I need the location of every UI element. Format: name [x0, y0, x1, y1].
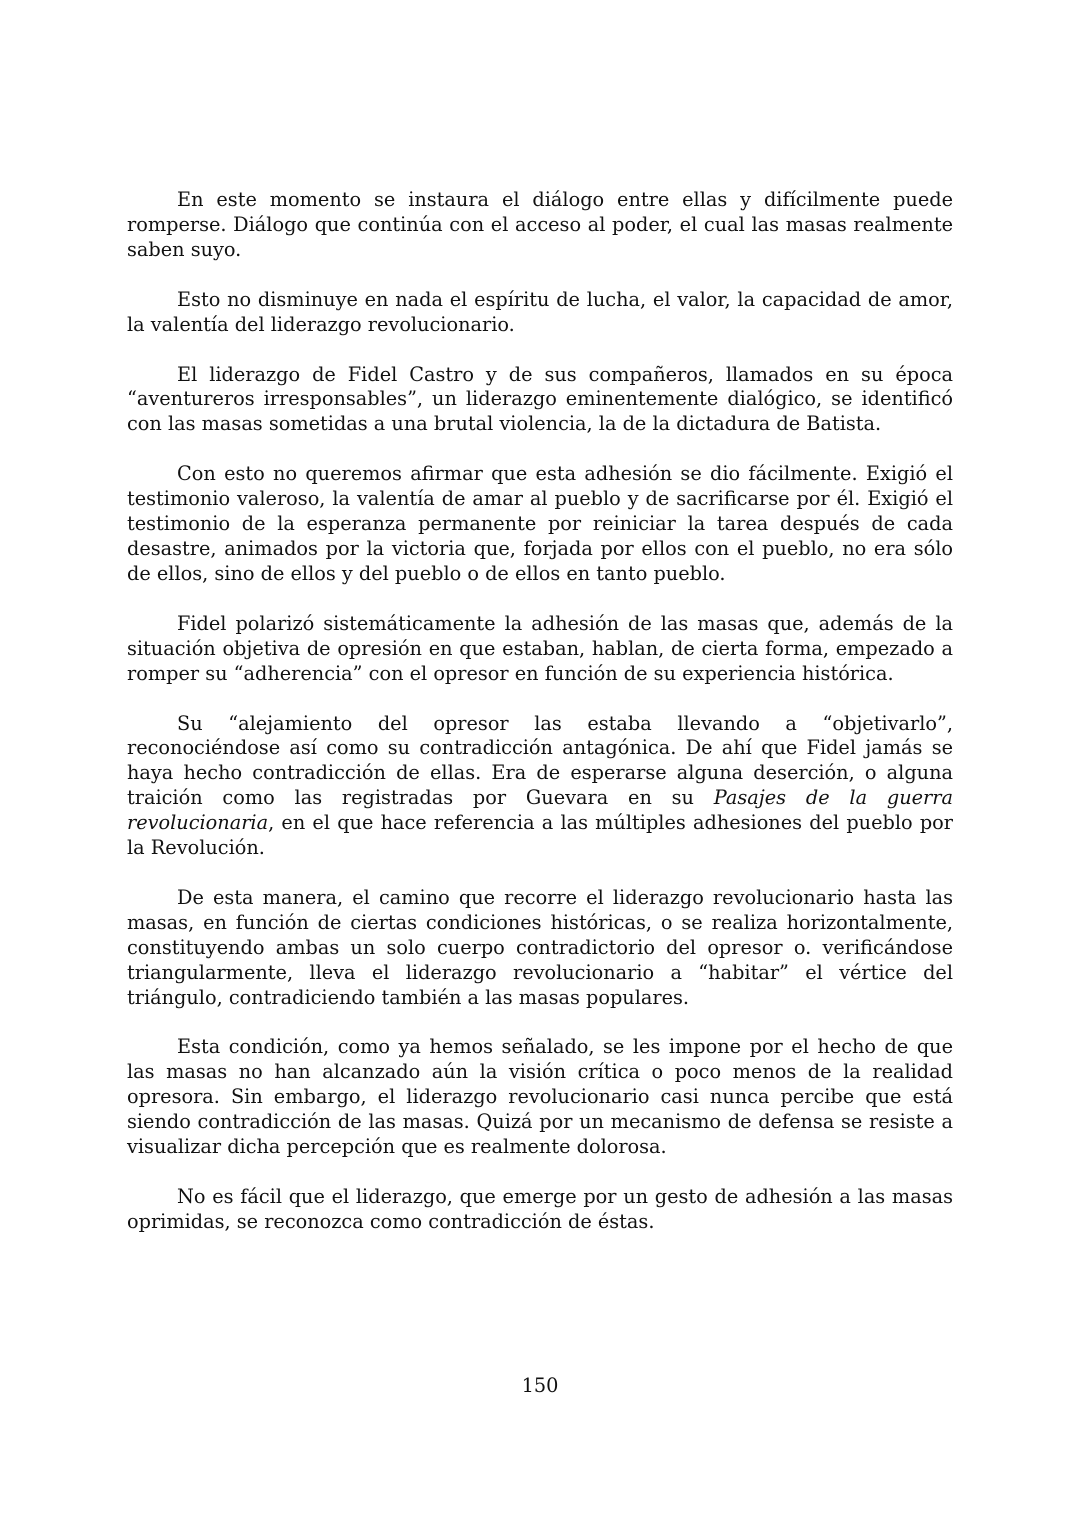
- paragraph-6-text-start: Su “alejamiento del opresor las estaba llevando a “objetivarlo”, reconociéndose así como su contradicción antagónica. De ahí que Fidel jamás se haya hecho contradicción de ellas. Era de esperarse alguna deserción, o alguna traición como las registradas por Guevara en su: [127, 711, 953, 810]
- paragraph-3: El liderazgo de Fidel Castro y de sus compañeros, llamados en su época “aventureros irresponsables”, un liderazgo eminentemente dialógico, se identificó con las masas sometidas a una brutal violencia, la de la dictadura de Batista.: [127, 362, 953, 436]
- paragraph-5: Fidel polarizó sistemáticamente la adhesión de las masas que, además de la situación objetiva de opresión en que estaban, hablan, de cierta forma, empezado a romper su “adherencia” con el opresor en función de su experiencia histórica.: [127, 611, 953, 685]
- paragraph-6: [127, 712, 953, 861]
- page-number: 150: [521, 1374, 559, 1397]
- paragraph-7: De esta manera, el camino que recorre el liderazgo revolucionario hasta las masas, en función de ciertas condiciones históricas, o se realiza horizontalmente, constituyendo ambas un solo cuerpo contradictorio del opresor o. verificándose triangularmente, lleva el liderazgo revolucionario a “habitar” el vértice del triángulo, contradiciendo también a las masas populares.: [127, 885, 953, 1009]
- paragraph-4: Con esto no queremos afirmar que esta adhesión se dio fácilmente. Exigió el testimonio valeroso, la valentía de amar al pueblo y de sacrificarse por él. Exigió el testimonio de la esperanza permanente por reiniciar la tarea después de cada desastre, animados por la victoria que, forjada por ellos con el pueblo, no era sólo de ellos, sino de ellos y del pueblo o de ellos en tanto pueblo.: [127, 462, 953, 585]
- paragraph-1: En este momento se instaura el diálogo entre ellas y difícilmente puede romperse. Diálogo que continúa con el acceso al poder, el cual las masas realmente saben suyo.: [127, 188, 953, 261]
- book-title-italic: Pasajes de la guerra revolucionaria: [127, 786, 953, 835]
- paragraph-6-text-end: , en el que hace referencia a las múltiples adhesiones del pueblo por la Revolución.: [127, 811, 953, 860]
- page-body: [127, 188, 953, 1260]
- paragraph-9: No es fácil que el liderazgo, que emerge por un gesto de adhesión a las masas oprimidas, se reconozca como contradicción de éstas.: [127, 1185, 953, 1233]
- paragraph-8: Esta condición, como ya hemos señalado, se les impone por el hecho de que las masas no han alcanzado aún la visión crítica o poco menos de la realidad opresora. Sin embargo, el liderazgo revolucionario casi nunca percibe que está siendo contradicción de las masas. Quizá por un mecanismo de defensa se resiste a visualizar dicha percepción que es realmente dolorosa.: [127, 1035, 953, 1159]
- paragraph-2: Esto no disminuye en nada el espíritu de lucha, el valor, la capacidad de amor, la valentía del liderazgo revolucionario.: [127, 287, 953, 336]
